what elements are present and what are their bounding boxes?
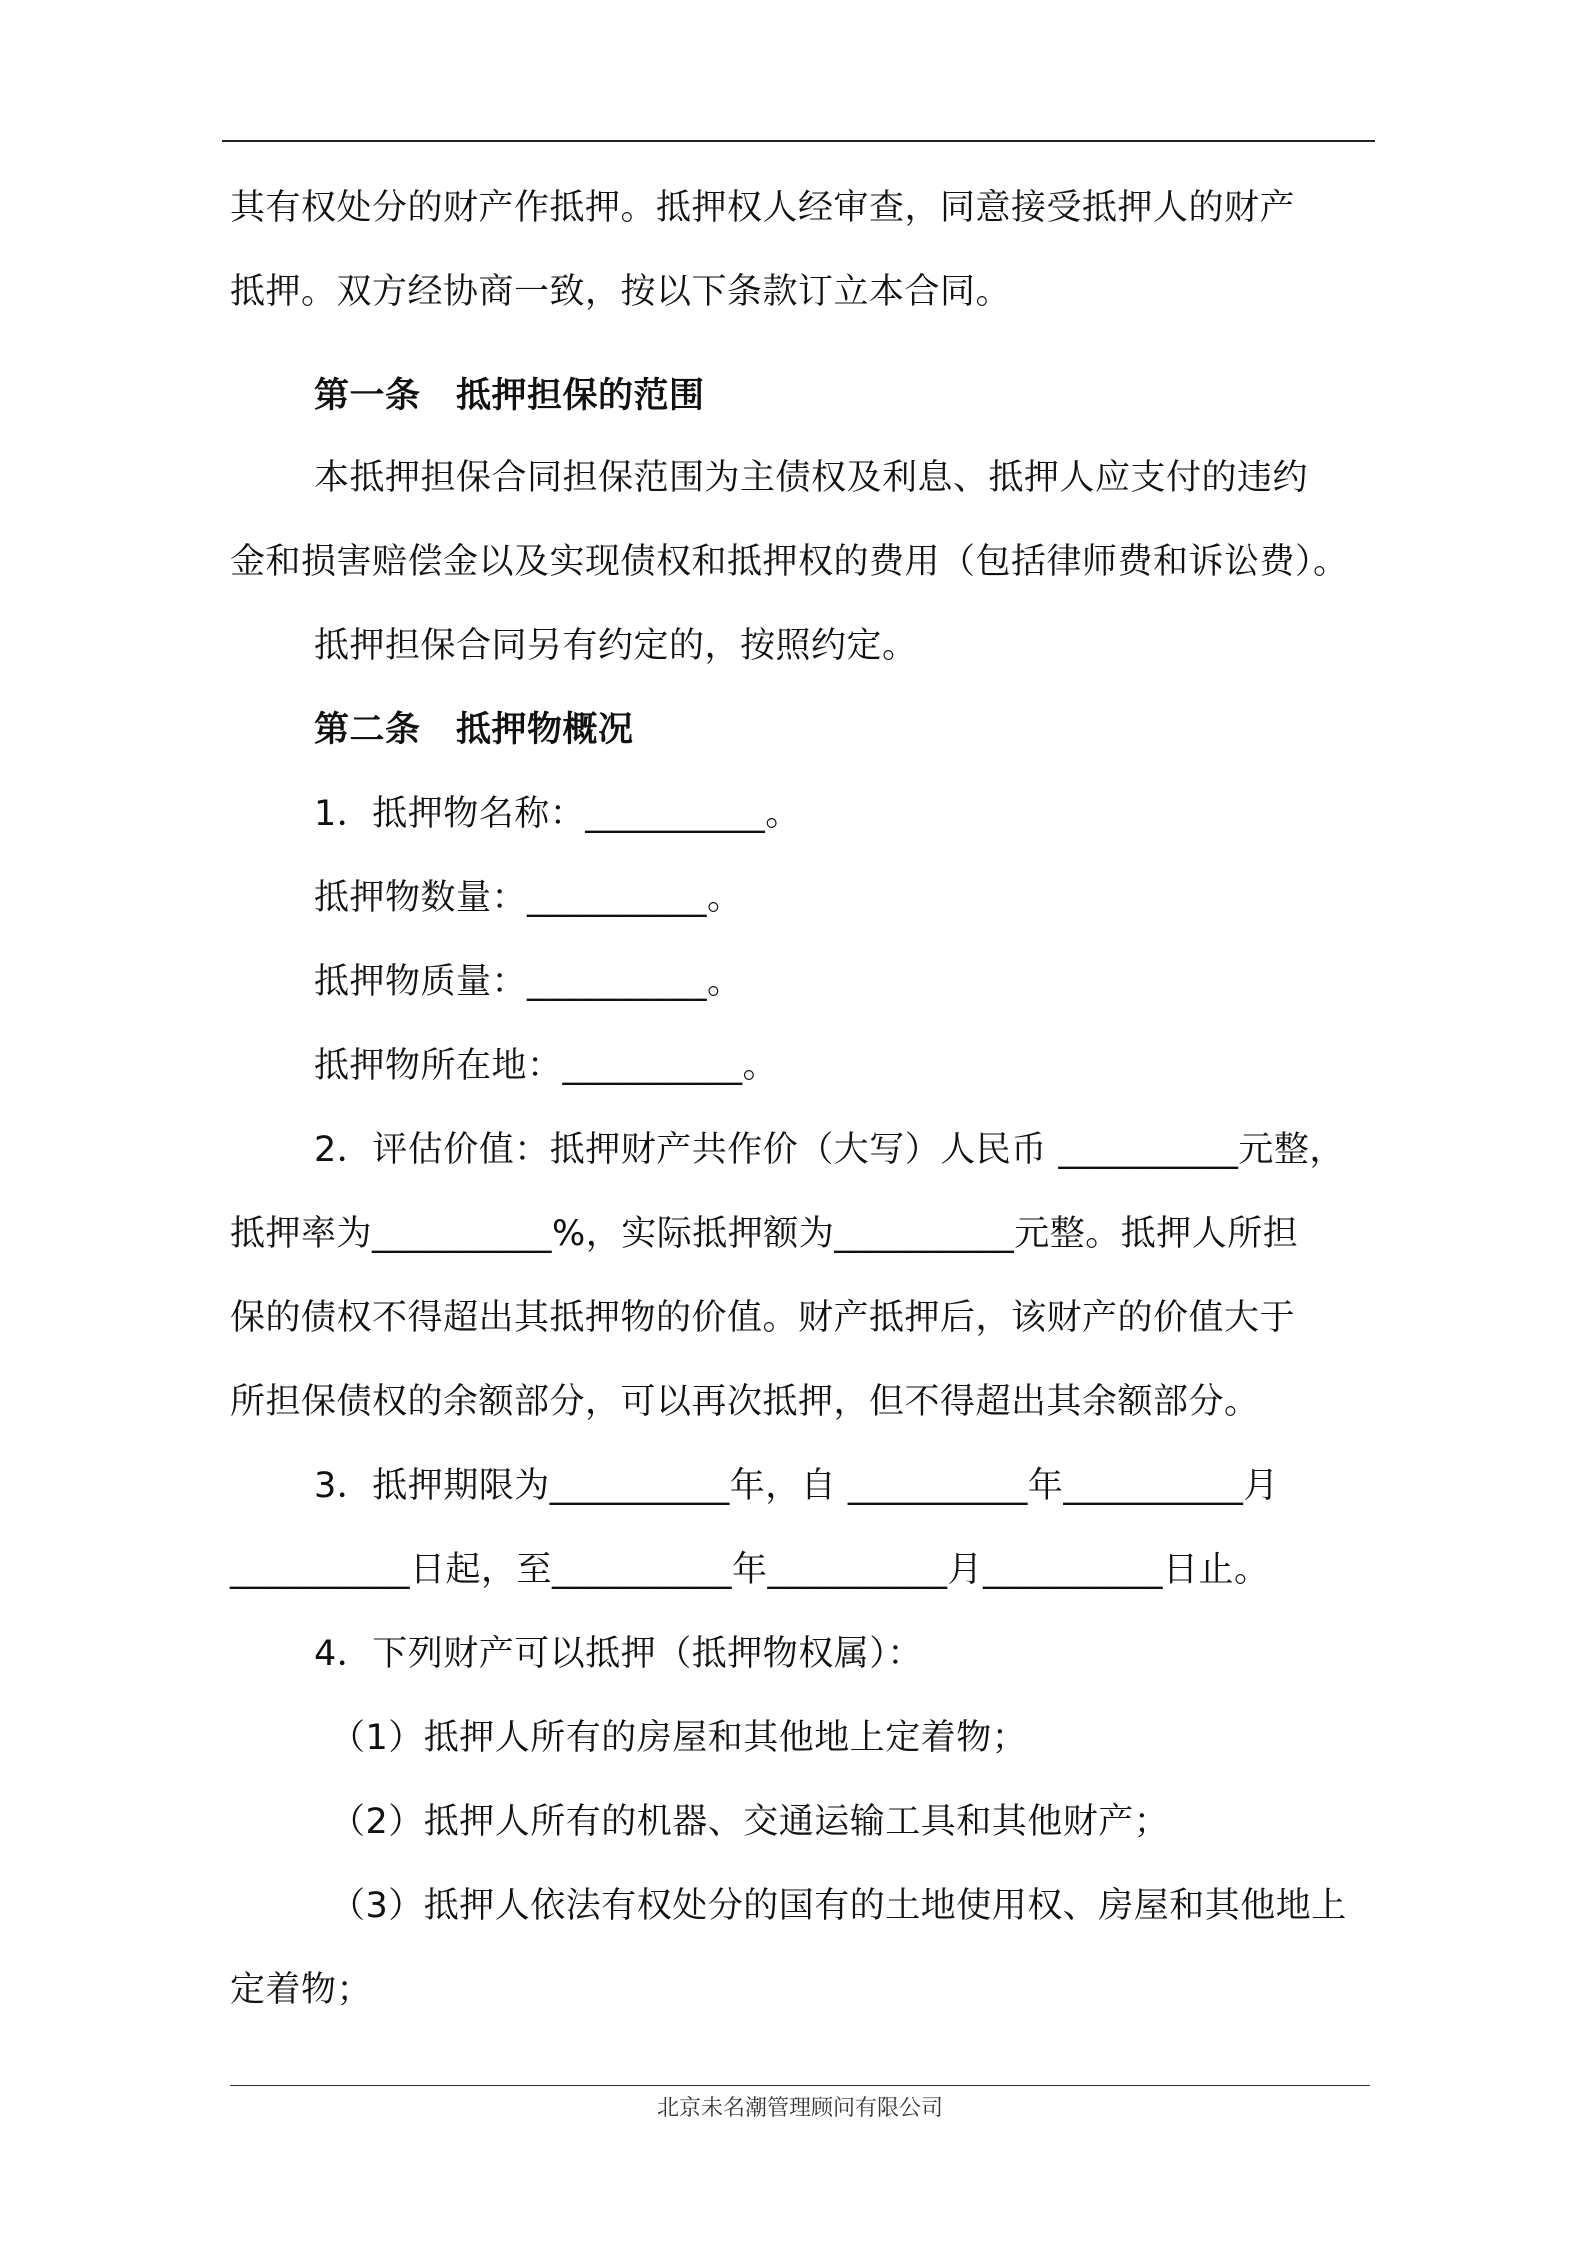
paragraph-line: __________日起，至__________年__________月__________日止。 (230, 1550, 1270, 1590)
paragraph-line: 保的债权不得超出其抵押物的价值。财产抵押后，该财产的价值大于 (230, 1298, 1296, 1338)
paragraph-line: 本抵押担保合同担保范围为主债权及利息、抵押人应支付的违约 (314, 458, 1309, 498)
paragraph-line: 其有权处分的财产作抵押。抵押权人经审查，同意接受抵押人的财产 (230, 188, 1296, 228)
field-collateral-name: 1．抵押物名称：__________。 (314, 794, 801, 834)
list-item: （1）抵押人所有的房屋和其他地上定着物； (330, 1718, 1028, 1758)
list-item: （2）抵押人所有的机器、交通运输工具和其他财产； (330, 1802, 1170, 1842)
field-collateral-quality: 抵押物质量：__________。 (314, 962, 743, 1002)
article-heading-2: 第二条 抵押物概况 (314, 710, 634, 750)
list-item: （3）抵押人依法有权处分的国有的土地使用权、房屋和其他地上 (330, 1886, 1347, 1926)
footer-rule (230, 2085, 1370, 2086)
paragraph-line: 4．下列财产可以抵押（抵押物权属）： (314, 1634, 923, 1674)
paragraph-line: 抵押担保合同另有约定的，按照约定。 (314, 626, 918, 666)
paragraph-line: 定着物； (230, 1970, 373, 2010)
paragraph-line: 抵押。双方经协商一致，按以下条款订立本合同。 (230, 272, 1012, 312)
header-rule (222, 140, 1375, 142)
article-heading-1: 第一条 抵押担保的范围 (314, 376, 705, 416)
paragraph-line: 金和损害赔偿金以及实现债权和抵押权的费用（包括律师费和诉讼费）。 (230, 542, 1349, 582)
field-collateral-quantity: 抵押物数量：__________。 (314, 878, 743, 918)
footer-company: 北京未名潮管理顾问有限公司 (656, 2096, 943, 2121)
paragraph-line: 所担保债权的余额部分，可以再次抵押，但不得超出其余额部分。 (230, 1382, 1260, 1422)
paragraph-line: 抵押率为__________%，实际抵押额为__________元整。抵押人所担 (230, 1214, 1299, 1254)
field-collateral-location: 抵押物所在地：__________。 (314, 1046, 779, 1086)
paragraph-line: 3．抵押期限为__________年，自 __________年__________月 (314, 1466, 1279, 1506)
paragraph-line: 2．评估价值：抵押财产共作价（大写）人民币 __________元整， (314, 1130, 1345, 1170)
